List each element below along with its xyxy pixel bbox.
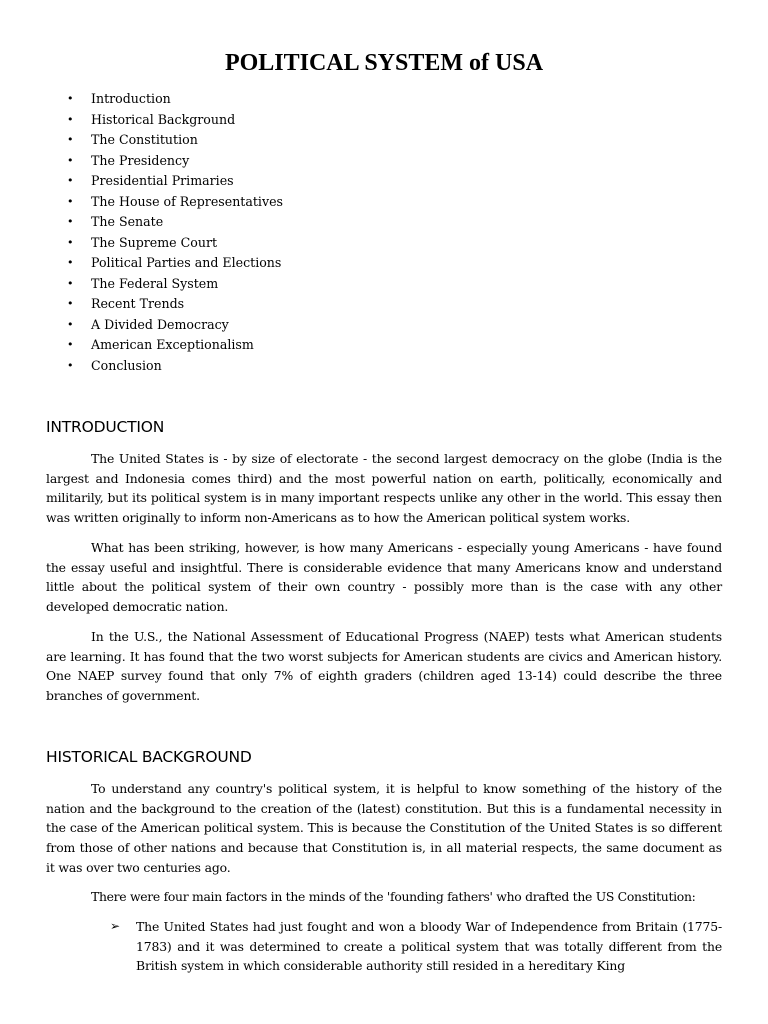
contents-item-label: The House of Representatives: [91, 193, 283, 209]
contents-item: [64, 110, 283, 131]
historical-background-heading: HISTORICAL BACKGROUND: [46, 748, 252, 766]
contents-item-label: Conclusion: [91, 357, 162, 373]
contents-item-label: A Divided Democracy: [91, 316, 229, 332]
contents-item-label: The Constitution: [91, 132, 198, 147]
contents-item-label: Historical Background: [91, 111, 236, 127]
contents-item-label: Political Parties and Elections: [91, 255, 282, 270]
contents-item: [64, 233, 283, 254]
introduction-heading: INTRODUCTION: [46, 418, 165, 436]
contents-item: [64, 356, 283, 377]
introduction-paragraph-2: What has been striking, however, is how many Americans - especially young Americans - have found the essay useful and insightful. There is considerable evidence that many Americans know and understand little about the political system of their own country - possibly more than is the case with any other developed democratic nation.: [46, 540, 722, 615]
bullet-icon: •: [67, 153, 74, 167]
contents-item: [64, 294, 283, 315]
bullet-icon: •: [67, 297, 74, 310]
introduction-paragraph-1: The United States is - by size of electorate - the second largest democracy on the globe (India is the largest and Indonesia comes third) and the most powerful nation on earth, politically, economically and militarily, but its political system is in many important respects unlike any other in the world. This essay then was written originally to inform non-Americans as to how the American political system works.: [46, 451, 722, 526]
contents-item: [64, 335, 283, 356]
bullet-icon: •: [67, 358, 74, 372]
bullet-icon: •: [67, 112, 74, 126]
historical-background-paragraph-1: To understand any country's political system, it is helpful to know something of the history of the nation and the background to the creation of the (latest) constitution. But this is a fundamental necessity in the case of the American political system. This is because the Constitution of the United States is so different from those of other nations and because that Constitution is, in all material respects, the same document as it was over two centuries ago.: [46, 781, 722, 875]
contents-item: [64, 315, 283, 336]
historical-background-paragraph-2: There were four main factors in the minds of the 'founding fathers' who drafted the US Constitution:: [91, 889, 696, 904]
bullet-icon: •: [67, 215, 74, 228]
contents-item: [64, 253, 283, 274]
contents-item-label: American Exceptionalism: [91, 337, 254, 352]
bullet-icon: •: [67, 92, 74, 105]
introduction-paragraph-3: In the U.S., the National Assessment of Educational Progress (NAEP) tests what American students are learning. It has found that the two worst subjects for American students are civics and American history. One NAEP survey found that only 7% of eighth graders (children aged 13-14) could describe the three branches of government.: [46, 629, 722, 704]
document-title: POLITICAL SYSTEM of USA: [224, 50, 544, 76]
contents-item: [64, 192, 283, 213]
bullet-icon: •: [67, 256, 74, 269]
contents-item-label: The Federal System: [91, 275, 219, 291]
contents-list: [64, 89, 283, 376]
contents-item: [64, 89, 283, 110]
contents-item-label: Recent Trends: [91, 296, 185, 311]
factor-item-text: The United States had just fought and won a bloody War of Independence from Britain (1775-1783) and it was determined to create a political system that was totally different from the British system in which considerable authority still resided in a hereditary King: [136, 919, 722, 974]
bullet-icon: •: [67, 276, 74, 290]
contents-item-label: The Supreme Court: [91, 234, 218, 250]
factors-list: [110, 917, 722, 976]
bullet-icon: •: [67, 194, 74, 208]
bullet-icon: •: [67, 133, 74, 146]
contents-item: [64, 212, 283, 233]
factor-item: [110, 917, 722, 976]
bullet-icon: •: [67, 317, 74, 331]
bullet-icon: •: [67, 338, 74, 351]
bullet-icon: •: [67, 235, 74, 249]
contents-item-label: The Presidency: [91, 152, 190, 168]
bullet-icon: •: [67, 174, 74, 187]
contents-item: [64, 274, 283, 295]
contents-item: [64, 171, 283, 192]
arrow-bullet-icon: ➢: [110, 919, 120, 933]
contents-item-label: Presidential Primaries: [91, 173, 234, 188]
contents-item: [64, 151, 283, 172]
contents-item-label: The Senate: [91, 214, 164, 229]
contents-item: [64, 130, 283, 151]
contents-item-label: Introduction: [91, 91, 171, 106]
